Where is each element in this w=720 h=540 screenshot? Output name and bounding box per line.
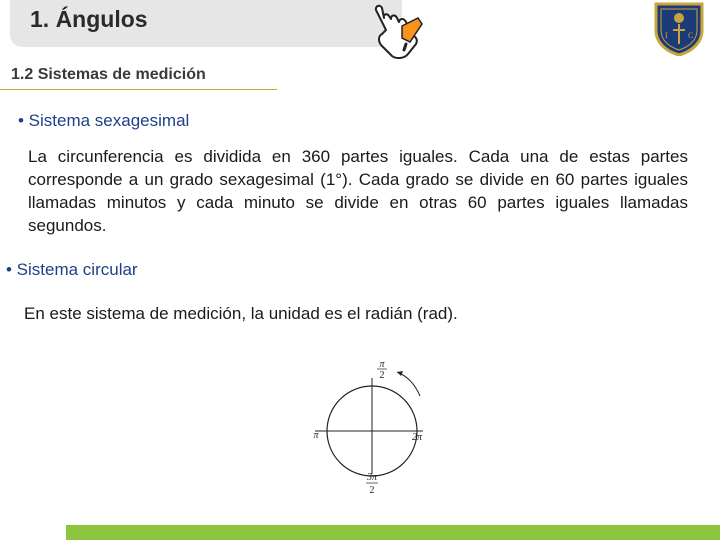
label-3pi-over-2-num: 3π bbox=[366, 472, 378, 483]
circular-paragraph: En este sistema de medición, la unidad es el radián (rad). bbox=[24, 304, 458, 323]
unit-circle-diagram bbox=[305, 356, 435, 496]
section-subtitle: 1.2 Sistemas de medición bbox=[11, 66, 206, 83]
svg-text:I: I bbox=[665, 31, 668, 40]
label-3pi-over-2-den: 2 bbox=[369, 485, 375, 496]
svg-text:C: C bbox=[688, 31, 694, 40]
footer-accent-bar bbox=[66, 525, 720, 540]
university-crest-logo bbox=[652, 0, 706, 56]
label-pi-over-2-num: π bbox=[379, 359, 385, 370]
label-pi: π bbox=[313, 430, 319, 441]
circular-heading: • Sistema circular bbox=[6, 260, 138, 279]
sexagesimal-heading: • Sistema sexagesimal bbox=[18, 111, 190, 130]
sexagesimal-paragraph: La circunferencia es dividida en 360 partes iguales. Cada una de estas partes corresponde a un grado sexagesimal (1°). Cada grado se divide en 60 partes iguales llamadas minutos y cada minuto se divide en otras 60 partes iguales llamadas segundos. bbox=[28, 147, 688, 235]
title-banner bbox=[10, 0, 402, 47]
subtitle-divider bbox=[0, 89, 277, 90]
label-pi-over-2-den: 2 bbox=[379, 370, 385, 381]
label-2pi: 2π bbox=[411, 432, 423, 443]
rotation-arrow bbox=[397, 372, 420, 396]
pointing-hand-icon bbox=[366, 4, 424, 60]
page-title: 1. Ángulos bbox=[30, 6, 148, 32]
arrowhead bbox=[397, 371, 403, 376]
